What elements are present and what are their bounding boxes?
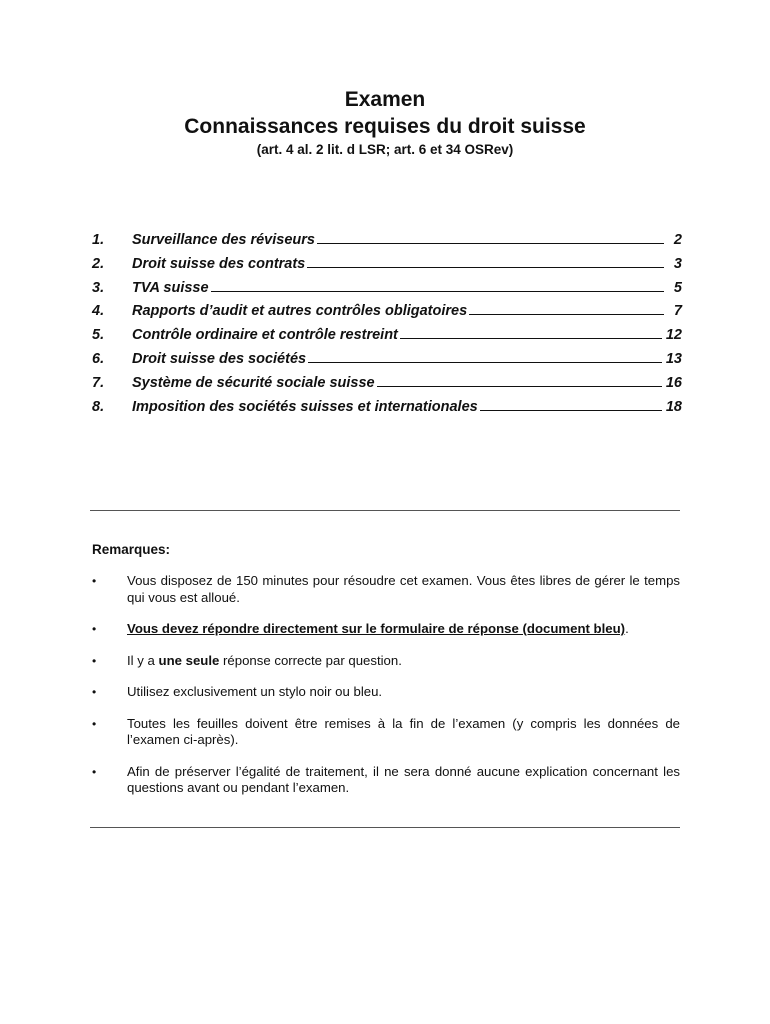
remark-text: Utilisez exclusivement un stylo noir ou bleu. — [127, 684, 383, 699]
toc-item — [92, 327, 682, 351]
bullet-icon: • — [92, 622, 97, 636]
toc-item-title: Surveillance des réviseurs — [132, 232, 315, 248]
list-item — [92, 764, 680, 797]
toc-item-title: Système de sécurité sociale suisse — [132, 374, 375, 391]
list-item — [92, 573, 680, 606]
remark-text — [127, 621, 680, 638]
toc-item — [92, 256, 682, 280]
list-item — [92, 653, 680, 670]
remarks-list — [92, 573, 680, 797]
toc-item-number: 1. — [92, 232, 105, 248]
legal-reference: (art. 4 al. 2 lit. d LSR; art. 6 et 34 OSRev) — [256, 142, 514, 157]
toc-item — [92, 303, 682, 327]
remark-suffix: réponse correcte par question. — [219, 652, 402, 668]
bullet-icon: • — [92, 764, 97, 779]
bullet-icon: • — [92, 653, 97, 668]
toc-item-number: 2. — [92, 255, 105, 272]
toc-item-number: 4. — [92, 303, 105, 320]
toc-item-page: 3 — [673, 255, 682, 272]
toc-leader-line — [400, 337, 662, 339]
toc-leader-line — [377, 385, 662, 387]
toc-leader-line — [308, 361, 662, 363]
toc-item-title: Rapports d’audit et autres contrôles obligatoires — [132, 303, 468, 320]
list-item — [92, 716, 680, 749]
toc-item-page: 18 — [665, 398, 682, 415]
bullet-icon: • — [92, 685, 97, 699]
toc-item-title: Contrôle ordinaire et contrôle restreint — [132, 327, 398, 344]
toc-leader-line — [317, 242, 664, 244]
list-item — [92, 684, 680, 701]
bullet-icon: • — [92, 574, 97, 588]
toc-item — [92, 399, 682, 423]
toc-item-page: 12 — [665, 327, 682, 344]
page-title: Examen — [344, 88, 426, 111]
toc-item-number: 5. — [92, 327, 105, 344]
toc-item-title: Droit suisse des contrats — [132, 255, 306, 272]
toc-leader-line — [469, 313, 664, 315]
remark-text: Toutes les feuilles doivent être remises à la fin de l’examen (y compris les données de l’examen ci-après). — [127, 715, 680, 747]
bullet-icon: • — [92, 716, 97, 731]
toc-item — [92, 232, 682, 256]
toc-item-page: 16 — [665, 374, 682, 391]
toc-item-page: 13 — [665, 350, 682, 367]
remark-text: Afin de préserver l’égalité de traitement, il ne sera donné aucune explication concernant les questions avant ou pendant l’examen. — [127, 763, 680, 795]
list-item — [92, 621, 680, 638]
divider-bottom — [90, 827, 680, 828]
toc-item-title: TVA suisse — [132, 279, 209, 296]
toc-item-page: 2 — [673, 232, 682, 248]
toc-item-number: 3. — [92, 279, 105, 296]
table-of-contents — [92, 232, 682, 422]
remark-text: Vous disposez de 150 minutes pour résoudre cet examen. Vous êtes libres de gérer le temps qui vous est alloué. — [127, 573, 680, 605]
toc-leader-line — [307, 266, 664, 268]
remark-emphasis: Vous devez répondre directement sur le formulaire de réponse (document bleu) — [127, 621, 626, 636]
toc-item-number: 6. — [92, 350, 105, 367]
toc-item-number: 7. — [92, 374, 105, 391]
toc-leader-line — [480, 409, 662, 411]
page-title-subject: Connaissances requises du droit suisse — [184, 115, 586, 138]
remark-emphasis: une seule — [158, 652, 220, 668]
remark-text — [127, 653, 680, 670]
toc-item — [92, 375, 682, 399]
toc-leader-line — [211, 290, 664, 292]
toc-item — [92, 351, 682, 375]
divider-top — [90, 510, 680, 511]
toc-item-title: Droit suisse des sociétés — [132, 350, 307, 367]
remark-suffix: . — [625, 621, 629, 636]
toc-item — [92, 280, 682, 304]
toc-item-page: 7 — [673, 303, 682, 320]
toc-item-page: 5 — [673, 279, 682, 296]
remarks-heading: Remarques: — [92, 542, 171, 557]
title-block — [0, 86, 770, 159]
remark-prefix: Il y a — [127, 652, 159, 668]
toc-item-title: Imposition des sociétés suisses et internationales — [132, 398, 478, 415]
toc-item-number: 8. — [92, 398, 105, 415]
